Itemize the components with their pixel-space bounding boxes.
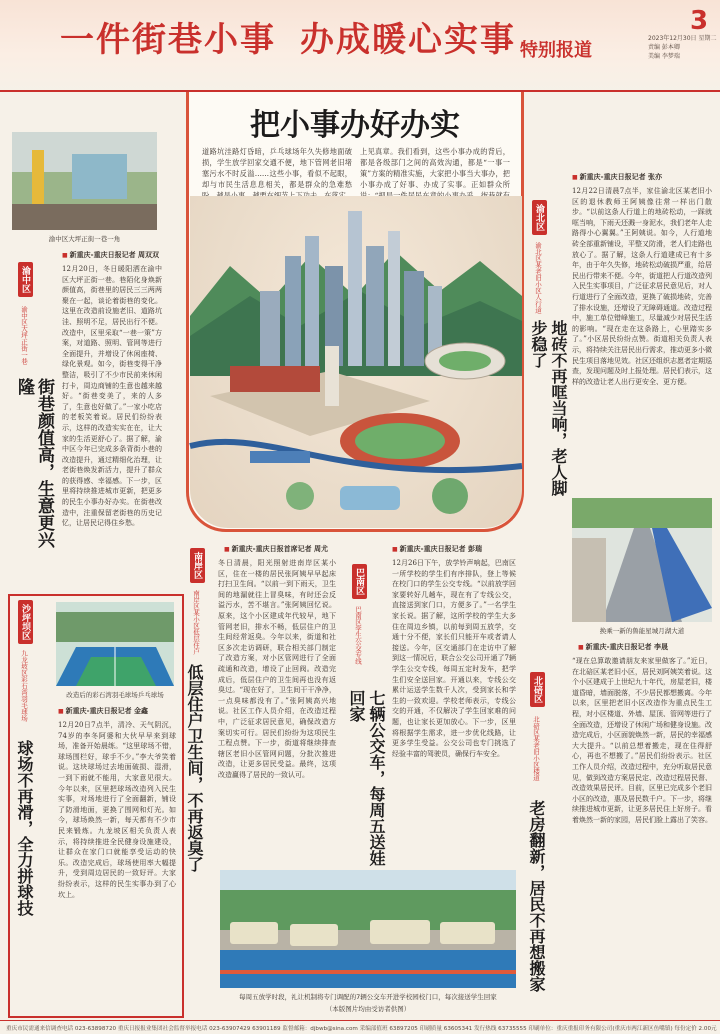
page-number: 3	[690, 6, 709, 36]
editor-credit: 责编 彭本卿	[648, 44, 680, 51]
city-illustration-svg	[190, 196, 522, 528]
story4-byline: ■ 新重庆-重庆日报记者 彭瑞	[392, 544, 482, 554]
playground	[340, 486, 400, 510]
photo-lane-line	[220, 970, 516, 974]
story1-body: 12月20日，冬日暖阳洒在渝中区大坪正街一巷。巷陌化身焕新颜值高，街巷里的居民三三两两聚在一起，谈论着街巷的变化。这里在改造前设施老旧、道路坑洼、照明不足，居民出行不便。改造中，区里采取“一巷一策”方案，对道路、照明、管网等进行全面提升，并增设了休闲座椅、绿化景观。如今，街巷变得干净整洁，吸引了不少市民前来休闲打卡，周边商铺的生意也越来越好。“街巷变美了，来的人多了，生意也好做了。”一家小吃店的老板笑着说。居民们纷纷表示，这样的改造实实在在，让大家的生活更舒心了。据了解，渝中区今年已完成多条背街小巷的改造提升，通过精细化治理，让老街巷焕发新活力，提升了群众的获得感、幸福感。下一步，区里将持续推进城市更新，把更多的民生小事办好办实。在街巷改造中，注重保留老街巷的历史记忆，让居民记得住乡愁。	[62, 265, 162, 528]
story5-tag: 渝北区	[532, 200, 547, 235]
designer-credit: 美编 李梦瑞	[648, 53, 680, 60]
story5-body: 12月22日清晨7点半，家住渝北区某老旧小区的退休教师王阿姨像往常一样出门散步。“以前这条人行道上的地砖松动，一踩就哐当响，下雨天还溅一身泥水，我们老年人走路得小心翼翼。”王阿姨说。如今，人行道地砖全部重新铺设，平整又防滑，老人们走路也放心了。据了解，这条人行道建成已有十多年，由于年久失修，地砖松动破损严重，给居民出行带来不便。今年，街道把人行道改造列入民生实事项目，广泛征求居民意见后，对人行道进行了全面改造，更换了破损地砖，完善了排水设施，还增设了无障碍通道。改造过程中，施工单位错峰施工，尽量减少对居民生活的影响。“现在走在这条路上，心里踏实多了。”小区居民纷纷点赞。街道相关负责人表示，将持续关注居民出行需求，推动更多小微民生项目落地见效。社区还组织志愿者定期巡查，发现问题及时上报处理。居民们表示，这样的改造让老人出行更安全、更方便。	[572, 187, 712, 386]
photo-kiosk	[72, 154, 127, 199]
photo-bus-4	[440, 922, 495, 944]
story1-caption: 渝中区大坪正街一巷一角	[48, 235, 121, 243]
stadium-field	[439, 351, 491, 371]
story5-headline: 地砖不再哐当响，老人脚步稳了	[529, 320, 568, 496]
photo-bus-3	[370, 920, 430, 944]
story6-body: “现在总算敢邀请朋友来家里做客了。”近日，在北碚区某老旧小区，居民刘阿姨笑着说。这个小区建成于上世纪九十年代，房屋老旧，楼道昏暗，墙面脱落，不少居民都想搬离。今年以来，区里把老旧小区改造作为重点民生工程，对小区楼道、外墙、屋顶、管网等进行了全面改造，还增设了休闲广场和健身设施。改造完成后，小区面貌焕然一新，居民的幸福感大大提升。“以前总想着搬走，现在住得舒心，再也不想搬了。”居民们纷纷表示。社区工作人员介绍，改造过程中，充分听取居民意见，做到改造方案居民定、改造过程居民督、改造效果居民评。目前，区里已完成多个老旧小区的改造，惠及居民数千户。下一步，将继续推进城市更新，让更多居民住上好房子。看着焕然一新的家园，居民们脸上露出了笑容。	[572, 657, 712, 824]
story5-tag-sub: 渝北区某老旧小区人行道	[534, 242, 542, 314]
photo-bus-2	[290, 924, 338, 946]
story1-byline: ■ 新重庆-重庆日报记者 周双双	[62, 250, 159, 260]
story5-byline: ■ 新重庆-重庆日报记者 张亦	[572, 172, 662, 182]
story2-body: 12月20日7点半，清冷、天气阴沉，74岁的李冬阿婆和大伙早早来到球场，准备开始晨练。“这里球场不错，球场围栏好，球手不少。”李大爷笑着说。这块球场过去地面破损、湿滑，一到下雨就不能用，大家意见很大。今年以来，区里把球场改造列入民生实事，对场地进行了全面翻新，铺设了防滑地面，更换了围网和灯光。如今，球场焕然一新，每天都有不少市民来锻炼。九龙坡区相关负责人表示，将持续推进全民健身设施建设，让群众在家门口就能享受运动的快乐。改造完成后，球场使用率大幅提升，受到周边居民的一致好评。大家纷纷表示，这样的民生实事办到了心坎上。	[58, 721, 176, 899]
story6-caption: 换乘一新的鲁能星城月湖大道	[599, 627, 685, 635]
story2-tag-sub: 九龙坡区彩石湾羽毛球场	[20, 650, 28, 722]
story2-photo-svg	[56, 602, 174, 686]
tower-5	[366, 246, 384, 366]
photo-sculpture	[32, 150, 44, 210]
rail-train	[250, 451, 310, 463]
story1-tag-sub: 渝中区大坪正街一巷	[20, 306, 28, 365]
tower-4	[348, 211, 362, 366]
story6-byline: ■ 新重庆-重庆日报记者 李晟	[578, 642, 668, 652]
photo-path	[12, 204, 157, 230]
story6-tag-sub: 北碚区某老旧小区楼道	[532, 716, 540, 781]
story1-photo	[12, 132, 157, 230]
story1-headline: 街巷颜值高，生意更兴隆	[14, 378, 54, 548]
masthead-meta	[648, 34, 718, 61]
story3-byline: ■ 新重庆-重庆日报首席记者 周尤	[224, 544, 328, 554]
photo-trees	[572, 498, 712, 528]
story6-tag: 北碚区	[530, 672, 545, 707]
story3-body: 冬日清晨，阳光照射进南岸区某小区，住在一楼的居民张阿姨早早起床打扫卫生间。“以前一到下雨天，卫生间的地漏就往上冒臭味，有时还会反溢污水，苦不堪言。”张阿姨回忆说。原来，这个小区建成年代较早，地下管网老旧，排水不畅，低层住户的卫生间经常返臭。今年以来，街道和社区多次走访调研，联合相关部门制定了改造方案，对小区管网进行了全面疏通和改造，增设了止回阀。改造完成后，低层住户的卫生间再也没有返臭过。“现在好了，卫生间干干净净，一点臭味都没有了。”张阿姨高兴地说。社区工作人员介绍，在改造过程中，广泛征求居民意见，确保改造方案切实可行。居民们纷纷为这项民生工程点赞。下一步，街道将继续排查辖区老旧小区管网问题，分批次推进改造，让更多居民受益。最终，这项改造赢得了居民的一致认可。	[218, 559, 336, 779]
footer-bar: 重庆市民需通来信调查电话 023-63898720 重庆日报报业集团社会监督举报电话 023-63907429 63901189 监督邮箱：djbwb@sina.com 采编部值班 63897205 印刷质量 63605341 发行热线 63735555 印刷单位：重庆重报印务有限公司(重庆市两江新区鱼嘴镇) 每份定价 2.00元	[0, 1020, 720, 1034]
photo-bus-1	[230, 922, 278, 944]
story4-tag-sub: 巴南区学生公交专线	[354, 606, 362, 665]
story6-photo-svg	[572, 498, 712, 622]
tower-7	[404, 271, 424, 366]
tower-2	[305, 236, 319, 366]
story2-byline: ■ 新重庆-重庆日报记者 金鑫	[58, 706, 148, 716]
tower-6	[388, 231, 400, 366]
city-illustration	[190, 196, 522, 528]
photo-credit: （本版图片均由受访者供图）	[325, 1005, 411, 1013]
clock-tower	[325, 346, 339, 406]
story1-photo-svg	[12, 132, 157, 230]
masthead-title-right: 办成暖心实事	[300, 20, 516, 60]
story4-headline: 七辆公交车，每周五送娃回家	[347, 690, 386, 866]
tower-1	[285, 256, 301, 366]
story2-photo	[56, 602, 174, 686]
story3-tag: 南岸区	[190, 548, 205, 583]
feature-intro-left: 道路坑洼路灯昏暗，乒乓球场年久失修地面破损，学生放学回家交通不便，地下管网老旧堵塞污水不时反溢……这些小事，看似不起眼，却与市民生活息息相关，都是群众的急难愁	[202, 147, 352, 189]
story4-tag: 巴南区	[352, 564, 367, 599]
masthead-title-left: 一件街巷小事	[60, 20, 276, 60]
photo-court	[220, 950, 516, 988]
park-area	[286, 482, 314, 510]
photo-sidewalk	[572, 538, 606, 622]
masthead-title	[60, 12, 516, 61]
story4-body: 12月26日下午，放学铃声响起，巴南区一所学校的学生们有序排队，登上等候在校门口的学生公交专线。“以前放学回家要转好几趟车，现在有了专线公交，直接送到家门口，方便多了。”一名学生家长说。据了解，这所学校的学生大多住在周边乡镇，以前每到周五放学，交通十分不便，家长们只能开车或者请人接送。今年，区交通部门在走访中了解到这一情况后，联合公交公司开通了7辆学生公交专线，每周五定时发车，把学生们安全送回家。开通以来，专线公交累计运送学生数千人次，受到家长和学生的一致欢迎。学校老师表示，专线公交的开通，不仅解决了学生回家难的问题，也让家长更加放心。下一步，区里将根据学生需求，进一步优化线路，让更多学生受益。公交公司也专门挑选了经验丰富的驾驶员，确保行车安全。	[392, 559, 516, 758]
photo-trees	[56, 612, 174, 642]
story3-tag-sub: 南岸区某小区低层住户	[192, 590, 200, 655]
story2-headline: 球场不再滑，全力拼球技	[15, 740, 34, 916]
story2-caption: 改造后的彩石湾羽毛球场乒乓球场	[66, 691, 164, 699]
park-area-2	[432, 478, 468, 514]
story6-headline: 老房翻新，居民不再想搬家	[527, 800, 546, 992]
sports-field	[355, 423, 445, 459]
story1-tag: 渝中区	[18, 262, 33, 297]
feature-intro-right: 上见真章。我们看到，这些小事办成的背后，都是各级部门之间的高效沟通，都是“一事一策”方案的精准实施，大家把小事当大事办，把小事办成了好事、办成了实事。正如群众所	[360, 147, 510, 189]
story6-photo	[572, 498, 712, 622]
story3-headline: 低层住户卫生间，不再返臭了	[185, 664, 204, 872]
special-report-label: 特别报道	[520, 40, 592, 61]
bottom-photo-svg	[220, 870, 516, 988]
issue-date: 2023年12月30日 星期二	[648, 35, 717, 42]
old-street-block	[230, 366, 320, 392]
story2-tag: 沙坪坝区	[18, 600, 33, 644]
bottom-photo	[220, 870, 516, 988]
feature-headline: 把小事办好办实	[250, 108, 460, 143]
bottom-photo-caption: 每周五放学时段，礼让机制将专门调配的7辆公交车开进学校园校门口，每次接送学生回家	[239, 993, 497, 1001]
tower-9	[260, 291, 280, 366]
